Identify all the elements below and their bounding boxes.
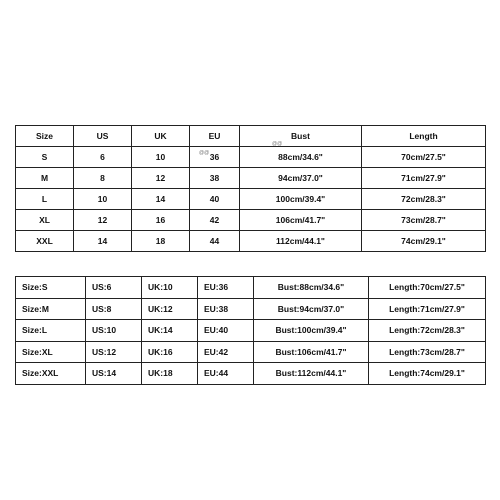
cell-size: XXL: [16, 231, 74, 252]
cell-bust: 94cm/37.0": [240, 168, 362, 189]
cell-uk: UK:10: [142, 277, 198, 299]
cell-length: Length:70cm/27.5": [369, 277, 486, 299]
table-row: [16, 363, 486, 385]
cell-size: M: [16, 168, 74, 189]
cell-bust: Bust:112cm/44.1": [254, 363, 369, 385]
cell-bust: 88cm/34.6": [240, 147, 362, 168]
cell-uk: 16: [132, 210, 190, 231]
cell-eu: EU:38: [198, 298, 254, 320]
cell-size: Size:M: [16, 298, 86, 320]
header-eu: EU: [190, 126, 240, 147]
header-bust: Bust: [240, 126, 362, 147]
size-chart-labeled-table: [15, 276, 486, 385]
cell-size: Size:XL: [16, 341, 86, 363]
cell-us: 14: [74, 231, 132, 252]
cell-us: 8: [74, 168, 132, 189]
cell-us: US:14: [86, 363, 142, 385]
table-row: [16, 147, 486, 168]
cell-us: US:6: [86, 277, 142, 299]
header-size: Size: [16, 126, 74, 147]
cell-eu: 40: [190, 189, 240, 210]
table-row: [16, 298, 486, 320]
cell-bust: Bust:94cm/37.0": [254, 298, 369, 320]
cell-uk: 12: [132, 168, 190, 189]
cell-bust: 100cm/39.4": [240, 189, 362, 210]
cell-length: Length:71cm/27.9": [369, 298, 486, 320]
cell-length: Length:72cm/28.3": [369, 320, 486, 342]
cell-length: 70cm/27.5": [362, 147, 486, 168]
cell-length: 71cm/27.9": [362, 168, 486, 189]
cell-us: US:10: [86, 320, 142, 342]
cell-bust: 112cm/44.1": [240, 231, 362, 252]
table-row: [16, 320, 486, 342]
header-length: Length: [362, 126, 486, 147]
cell-size: Size:S: [16, 277, 86, 299]
cell-uk: 14: [132, 189, 190, 210]
cell-size: Size:L: [16, 320, 86, 342]
cell-us: US:8: [86, 298, 142, 320]
cell-eu: EU:36: [198, 277, 254, 299]
cell-bust: 106cm/41.7": [240, 210, 362, 231]
cell-us: 10: [74, 189, 132, 210]
cell-size: Size:XXL: [16, 363, 86, 385]
watermark-mark: @@: [272, 141, 283, 147]
cell-eu: 44: [190, 231, 240, 252]
table-header-row: [16, 126, 486, 147]
cell-length: 74cm/29.1": [362, 231, 486, 252]
table-row: [16, 168, 486, 189]
cell-us: 6: [74, 147, 132, 168]
table-row: [16, 210, 486, 231]
watermark-mark: @@: [199, 150, 210, 156]
cell-length: Length:74cm/29.1": [369, 363, 486, 385]
cell-eu: 42: [190, 210, 240, 231]
cell-bust: Bust:106cm/41.7": [254, 341, 369, 363]
cell-length: Length:73cm/28.7": [369, 341, 486, 363]
cell-uk: 10: [132, 147, 190, 168]
cell-uk: UK:18: [142, 363, 198, 385]
cell-eu: EU:44: [198, 363, 254, 385]
cell-eu: EU:42: [198, 341, 254, 363]
table-row: [16, 341, 486, 363]
cell-length: 73cm/28.7": [362, 210, 486, 231]
cell-size: L: [16, 189, 74, 210]
table-row: [16, 189, 486, 210]
header-uk: UK: [132, 126, 190, 147]
cell-uk: 18: [132, 231, 190, 252]
cell-eu: 36: [190, 147, 240, 168]
cell-bust: Bust:88cm/34.6": [254, 277, 369, 299]
cell-uk: UK:16: [142, 341, 198, 363]
cell-eu: 38: [190, 168, 240, 189]
cell-size: S: [16, 147, 74, 168]
cell-uk: UK:14: [142, 320, 198, 342]
cell-bust: Bust:100cm/39.4": [254, 320, 369, 342]
cell-eu: EU:40: [198, 320, 254, 342]
cell-uk: UK:12: [142, 298, 198, 320]
cell-size: XL: [16, 210, 74, 231]
cell-length: 72cm/28.3": [362, 189, 486, 210]
table-row: [16, 277, 486, 299]
cell-us: US:12: [86, 341, 142, 363]
table-row: [16, 231, 486, 252]
cell-us: 12: [74, 210, 132, 231]
size-chart-table: [15, 125, 486, 252]
header-us: US: [74, 126, 132, 147]
